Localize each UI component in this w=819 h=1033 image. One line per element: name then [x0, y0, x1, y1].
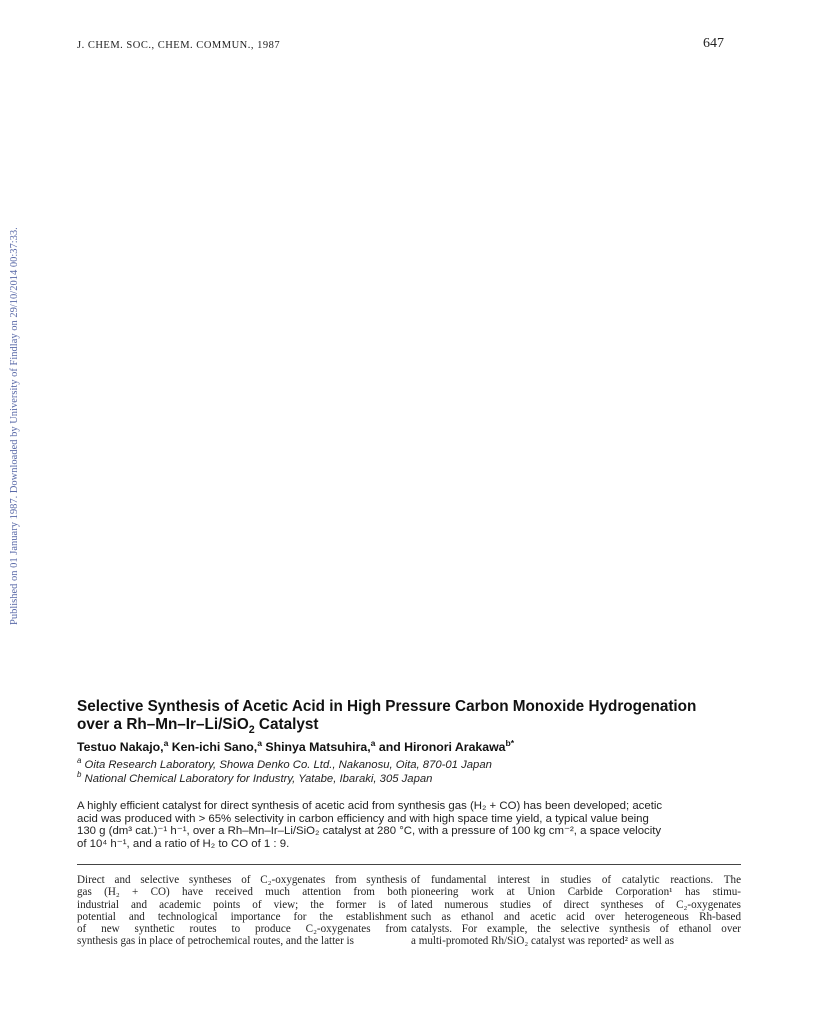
- affiliation-mark: a: [163, 737, 169, 748]
- body-column-left: [77, 874, 407, 948]
- body-column-right: [411, 874, 741, 948]
- text-line: acid was produced with > 65% selectivity in carbon efficiency and with high space time yield, a typical value being: [77, 812, 649, 825]
- text-line: industrial and academic points of view; the former is of: [77, 898, 407, 911]
- page-number: 647: [703, 36, 724, 51]
- affiliation-b: [77, 770, 757, 785]
- text-line: A highly efficient catalyst for direct synthesis of acetic acid from synthesis gas (H₂ + CO) has been developed; acetic: [77, 800, 663, 812]
- affiliation-mark: b*: [505, 737, 515, 748]
- text-line: potential and technological importance for the establishment: [77, 910, 407, 923]
- author-name: Ken-ichi Sano,: [168, 740, 258, 754]
- title-line-2: over a Rh–Mn–Ir–Li/SiO$_2$ Catalyst: [77, 716, 319, 737]
- affiliation-text: Oita Research Laboratory, Showa Denko Co. Ltd., Nakanosu, Oita, 870-01 Japan: [81, 759, 492, 771]
- running-head: J. CHEM. SOC., CHEM. COMMUN., 1987: [77, 40, 281, 51]
- affiliation-mark: a: [257, 737, 262, 748]
- author-name: and Hironori Arakawa: [375, 740, 506, 754]
- text-line: lated numerous studies of direct syntheses of C₂-oxygenates: [411, 898, 741, 911]
- text-line: of fundamental interest in studies of catalytic reactions. The: [411, 874, 741, 886]
- author-name: Testuo Nakajo,: [77, 740, 164, 754]
- text-line: synthesis gas in place of petrochemical routes, and the latter is: [77, 935, 354, 948]
- text-line: 130 g (dm³ cat.)⁻¹ h⁻¹, over a Rh–Mn–Ir–Li/SiO₂ catalyst at 280 °C, with a pressure of 100 kg cm⁻², a space velocity: [77, 825, 662, 838]
- affiliation-mark: b: [77, 770, 82, 780]
- download-stamp: [9, 215, 23, 625]
- text-line: of 10⁴ h⁻¹, and a ratio of H₂ to CO of 1 : 9.: [77, 838, 290, 851]
- author-list: [77, 737, 757, 754]
- download-stamp-text: Published on 01 January 1987. Downloaded by University of Findlay on 29/10/2014 00:37:33.: [9, 227, 20, 625]
- title-line-1: Selective Synthesis of Acetic Acid in High Pressure Carbon Monoxide Hydrogenation: [77, 698, 697, 715]
- author-name: Shinya Matsuhira,: [261, 740, 371, 754]
- text-line: pioneering work at Union Carbide Corporation¹ has stimu-: [411, 886, 741, 899]
- text-line: gas (H₂ + CO) have received much attention from both: [77, 886, 407, 899]
- affiliation-mark: a: [77, 756, 82, 766]
- affiliation-a: [77, 756, 757, 771]
- text-line: of new synthetic routes to produce C₂-oxygenates from: [77, 923, 407, 936]
- text-line: catalysts. For example, the selective synthesis of ethanol over: [411, 923, 741, 936]
- text-line: a multi-promoted Rh/SiO₂ catalyst was reported² as well as: [411, 935, 674, 948]
- text-line: Direct and selective syntheses of C₂-oxygenates from synthesis: [77, 874, 407, 886]
- section-divider: [77, 864, 741, 865]
- affiliation-text: National Chemical Laboratory for Industry, Yatabe, Ibaraki, 305 Japan: [81, 773, 433, 785]
- text-line: such as ethanol and acetic acid over heterogeneous Rh-based: [411, 910, 741, 923]
- abstract: [77, 800, 747, 851]
- affiliation-mark: a: [370, 737, 376, 748]
- article-title: [77, 698, 757, 737]
